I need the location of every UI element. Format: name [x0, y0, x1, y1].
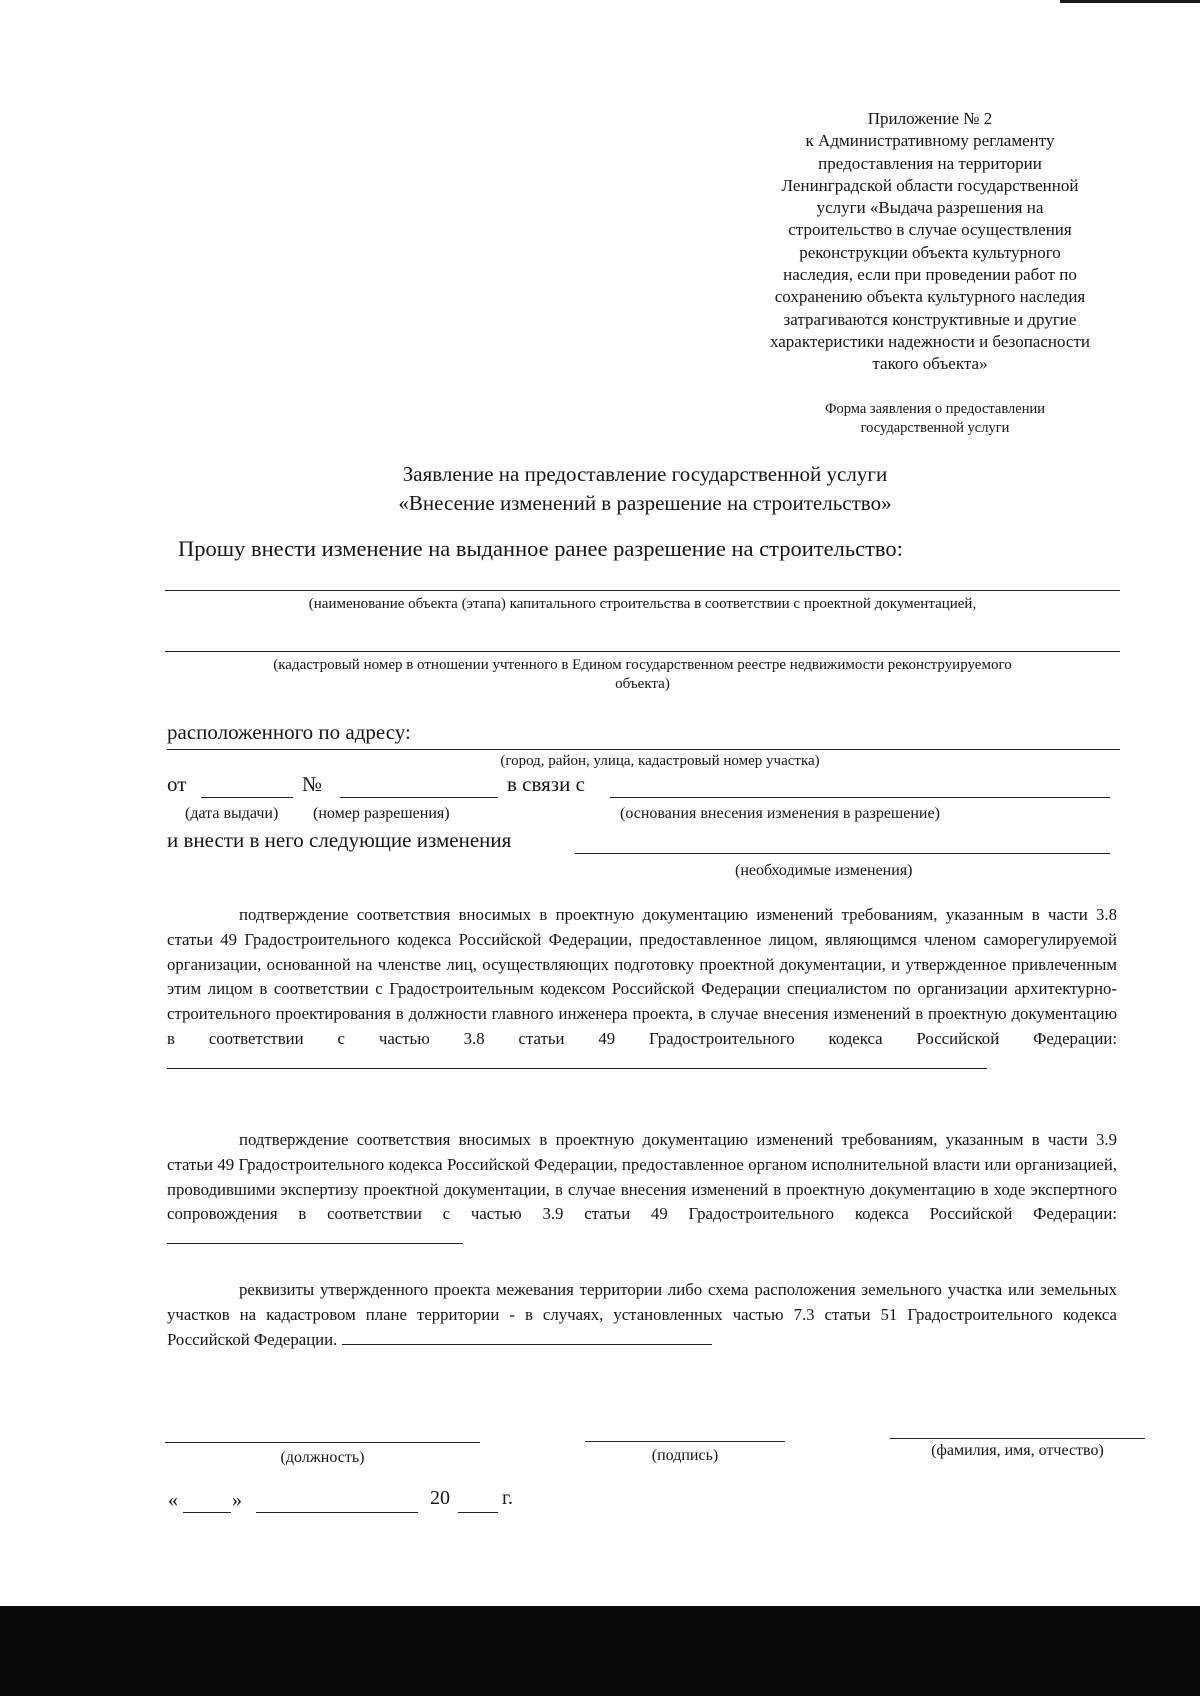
p3-answer-field[interactable]: [342, 1330, 712, 1345]
title-line: Заявление на предоставление государственной услуги: [402, 462, 888, 486]
full-name-field[interactable]: [890, 1438, 1145, 1439]
day-field[interactable]: [183, 1512, 231, 1513]
signature-caption: (подпись): [651, 1447, 719, 1464]
in-connection-label: в связи с: [507, 772, 585, 796]
appendix-line: реконструкции объекта культурного: [799, 242, 1061, 262]
paragraph-expertise-confirmation: [167, 1128, 1117, 1252]
object-name-field[interactable]: [165, 590, 1120, 591]
position-caption: (должность): [280, 1449, 365, 1466]
date-open-quote: «: [168, 1489, 178, 1511]
year-suffix: г.: [502, 1487, 513, 1509]
cadastral-number-field[interactable]: [165, 651, 1120, 652]
issue-date-field[interactable]: [201, 797, 293, 798]
cadastral-caption-line: (кадастровый номер в отношении учтенного в Едином государственном реестре недвижимости реконструируемого: [273, 657, 1012, 673]
appendix-line: такого объекта»: [872, 354, 988, 374]
change-basis-caption: (основания внесения изменения в разрешение): [620, 805, 940, 822]
form-note-line: Форма заявления о предоставлении: [825, 401, 1045, 417]
appendix-line: характеристики надежности и безопасности: [769, 331, 1090, 351]
appendix-line: Ленинградской области государственной: [781, 175, 1079, 195]
date-century: 20: [430, 1487, 450, 1509]
paragraph-text: реквизиты утвержденного проекта межевания территории либо схема расположения земельного участка или земельных участков на кадастровом плане территории - в случаях, установленных частью 7.3 статьи 51 Градостроительного кодекса Российской Федерации.: [167, 1280, 1117, 1349]
required-changes-field[interactable]: [575, 853, 1110, 854]
position-field[interactable]: [165, 1442, 480, 1443]
address-field[interactable]: [167, 749, 1120, 750]
permit-number-caption: (номер разрешения): [313, 805, 450, 822]
appendix-line: наследия, если при проведении работ по: [783, 265, 1077, 285]
located-at-label: расположенного по адресу:: [167, 720, 411, 744]
permit-number-field[interactable]: [340, 797, 498, 798]
change-basis-field[interactable]: [610, 797, 1110, 798]
cadastral-caption-line: объекта): [615, 676, 670, 692]
p1-answer-field[interactable]: [167, 1054, 987, 1069]
appendix-line: затрагиваются конструктивные и другие: [783, 309, 1077, 329]
issue-date-caption: (дата выдачи): [185, 805, 279, 822]
number-label: №: [302, 772, 323, 796]
scan-edge: [1060, 0, 1200, 3]
appendix-line: предоставления на территории: [818, 153, 1042, 173]
make-changes-label: и внести в него следующие изменения: [167, 828, 512, 852]
paragraph-text: подтверждение соответствия вносимых в проектную документацию изменений требованиям, указанным в части 3.8 статьи 49 Градостроительного кодекса Российской Федерации, предоставленное лицом, являющимся членом саморегулируемой организации, основанной на членстве лиц, осуществляющих подготовку проектной документации, и утвержденное привлеченным этим лицом в соответствии с Градостроительным кодексом Российской Федерации специалистом по организации архитектурно-строительного проектирования в должности главного инженера проекта, в случае внесения изменений в проектную документацию в соответствии с частью 3.8 статьи 49 Градостроительного кодекса Российской Федерации:: [167, 905, 1117, 1048]
from-label: от: [167, 772, 187, 796]
appendix-line: сохранению объекта культурного наследия: [774, 287, 1086, 307]
cadastral-caption: [165, 656, 1120, 694]
appendix-line: строительство в случае осуществления: [788, 220, 1072, 240]
form-note: [760, 400, 1110, 438]
paragraph-chief-engineer-confirmation: [167, 903, 1117, 1077]
address-caption: (город, район, улица, кадастровый номер участка): [500, 753, 820, 769]
object-name-caption: (наименование объекта (этапа) капитального строительства в соответствии с проектной документацией,: [308, 596, 977, 612]
date-close-quote: »: [232, 1489, 242, 1511]
paragraph-text: подтверждение соответствия вносимых в проектную документацию изменений требованиям, указанным в части 3.9 статьи 49 Градостроительного кодекса Российской Федерации, предоставленное органом исполнительной власти или организацией, проводившими экспертизу проектной документации, в случае внесения изменений в проектную документацию в ходе экспертного сопровождения в соответствии с частью 3.9 статьи 49 Градостроительного кодекса Российской Федерации:: [167, 1130, 1117, 1224]
form-note-line: государственной услуги: [860, 420, 1010, 436]
required-changes-caption: (необходимые изменения): [735, 862, 913, 879]
appendix-header: [720, 108, 1140, 376]
year-field[interactable]: [458, 1512, 498, 1513]
signature-field[interactable]: [585, 1441, 785, 1442]
paragraph-land-survey-details: [167, 1278, 1117, 1352]
month-field[interactable]: [256, 1512, 418, 1513]
appendix-line: услуги «Выдача разрешения на: [816, 198, 1044, 218]
full-name-caption: (фамилия, имя, отчество): [931, 1442, 1104, 1459]
title-line: «Внесение изменений в разрешение на строительство»: [398, 491, 892, 515]
appendix-line: к Административному регламенту: [805, 131, 1055, 151]
appendix-line: Приложение № 2: [867, 109, 993, 128]
request-text: Прошу внести изменение на выданное ранее разрешение на строительство:: [178, 536, 903, 561]
document-title: [280, 460, 1010, 518]
p2-answer-field[interactable]: [167, 1229, 463, 1244]
